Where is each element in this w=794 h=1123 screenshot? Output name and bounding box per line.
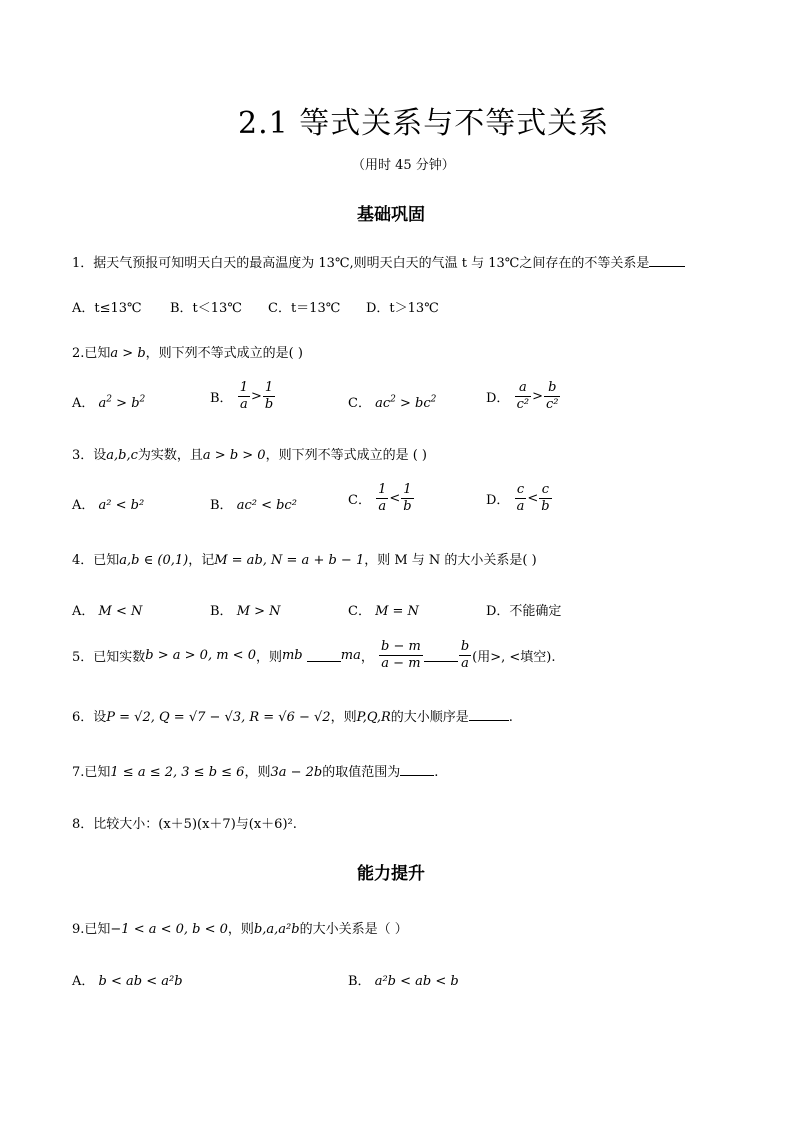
q3-option-a: A． a² < b² [72,498,145,513]
question-1 [72,252,685,271]
q2-option-b: B． $\frac{1}{a}$ > $\frac{1}{b}$ [210,380,274,412]
question-6: 6．设P = √2, Q = √7 − √3, R = √6 − √2，则P,Q,R的大小顺序是 . [72,710,513,725]
q2-option-c: C． $ac^2 > bc^2$ [348,394,437,411]
section-heading-basic: 基础巩固 [357,205,425,225]
section-heading-advanced: 能力提升 [357,864,425,884]
answer-blank[interactable] [400,763,434,776]
answer-blank[interactable] [469,708,509,721]
q4-option-c: C． M = N [348,604,419,619]
question-1-text: 1．据天气预报可知明天白天的最高温度为 13℃,则明天白天的气温 t 与 13℃之间存在的不等关系是 [72,256,650,271]
q9-option-b: B． a²b < ab < b [348,974,459,989]
q1-option-c: C．t＝13℃ [268,301,341,316]
q4-option-a: A． M < N [72,604,143,619]
q3-option-b: B． ac² < bc² [210,498,297,513]
q1-option-d: D．t＞13℃ [366,301,439,316]
q3-option-d: D． $\frac{c}{a}$ < $\frac{c}{b}$ [486,482,550,514]
q1-option-b: B．t＜13℃ [170,301,242,316]
page-title: 2.1 等式关系与不等式关系 [238,106,610,141]
question-3: 3．设a,b,c为实数，且a > b > 0，则下列不等式成立的是 ( ) [72,448,428,463]
q3-option-c: C． $\frac{1}{a}$ < $\frac{1}{b}$ [348,482,412,514]
question-5: 5．已知实数b > a > 0, m < 0，则mb ma， $\frac{b - m}{a - m}$ $\frac{b}{a}$ (用>, <填空). [72,639,556,671]
question-7: 7.已知1 ≤ a ≤ 2, 3 ≤ b ≤ 6，则3a − 2b的取值范围为 . [72,765,439,780]
q1-option-a: A．t≤13℃ [72,301,142,316]
answer-blank[interactable] [424,649,458,662]
question-9: 9.已知−1 < a < 0, b < 0，则b,a,a²b的大小关系是（ ） [72,922,408,937]
question-8: 8．比较大小：(x＋5)(x＋7)与(x＋6)². [72,817,297,832]
q2-option-d: D． $\frac{a}{\text{c²}}$ > $\frac{b}{\text{c²}}$ [486,380,559,412]
question-2: 2.已知a > b，则下列不等式成立的是( ) [72,346,303,361]
q2-option-a: A． $a^2 > b^2$ [72,394,146,411]
q4-option-b: B． M > N [210,604,281,619]
question-4: 4．已知a,b ∈ (0,1)，记M = ab, N = a + b − 1，则 M 与 N 的大小关系是( ) [72,553,537,568]
answer-blank[interactable] [649,254,685,267]
time-limit-note: （用时 45 分钟） [352,158,455,173]
q4-option-d: D．不能确定 [486,604,562,619]
answer-blank[interactable] [307,649,341,662]
q9-option-a: A． b < ab < a²b [72,974,183,989]
